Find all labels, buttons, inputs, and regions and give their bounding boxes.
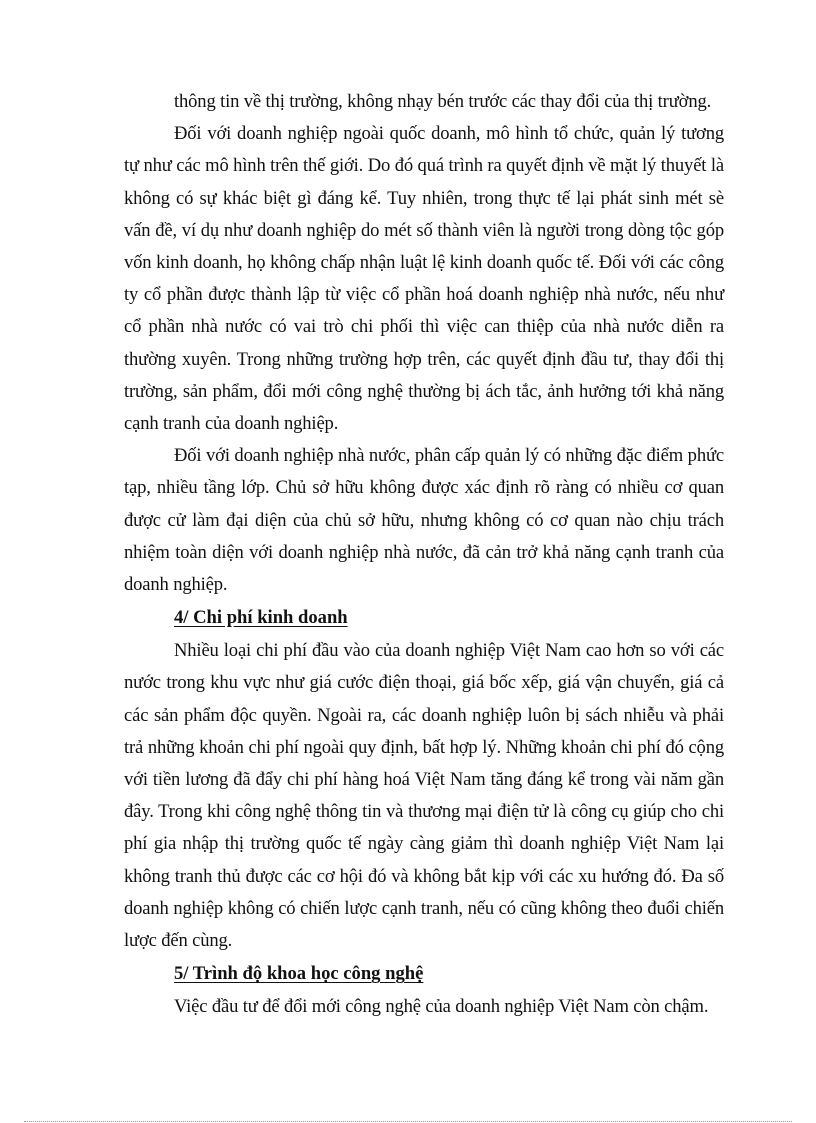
paragraph-business-costs: Nhiều loại chi phí đầu vào của doanh nghiệp Việt Nam cao hơn so với các nước trong khu vực như giá cước điện thoại, giá bốc xếp, giá vận chuyển, giá cả các sản phẩm độc quyền. Ngoài ra, các doanh nghiệp luôn bị sách nhiễu và phải trả những khoản chi phí ngoài quy định, bất hợp lý. Những khoản chi phí đó cộng với tiền lương đã đẩy chi phí hàng hoá Việt Nam tăng đáng kể trong vài năm gần đây. Trong khi công nghệ thông tin và thương mại điện tử là công cụ giúp cho chi phí gia nhập thị trường quốc tế ngày càng giảm thì doanh nghiệp Việt Nam lại không tranh thủ được các cơ hội đó và không bắt kịp với các xu hướng đó. Đa số doanh nghiệp không có chiến lược cạnh tranh, nếu có cũng không theo đuổi chiến lược đến cùng. [124,640,724,952]
paragraph-continuation: thông tin về thị trường, không nhạy bén trước các thay đổi của thị trường. [174,91,712,112]
paragraph-non-state-enterprises: Đối với doanh nghiệp ngoài quốc doanh, mô hình tổ chức, quản lý tương tự như các mô hình trên thế giới. Do đó quá trình ra quyết định về mặt lý thuyết là không có sự khác biệt gì đáng kể. Tuy nhiên, trong thực tế lại phát sinh mét sè vấn đề, ví dụ như doanh nghiệp do mét số thành viên là người trong dòng tộc góp vốn kinh doanh, họ không chấp nhận luật lệ kinh doanh quốc tế. Đối với các công ty cổ phần được thành lập từ việc cổ phần hoá doanh nghiệp nhà nước, nếu như cổ phần nhà nước có vai trò chi phối thì việc can thiệp của nhà nước diễn ra thường xuyên. Trong những trường hợp trên, các quyết định đầu tư, thay đổi thị trường, sản phẩm, đổi mới công nghệ thường bị ách tắc, ảnh hưởng tới khả năng cạnh tranh của doanh nghiệp. [124,123,724,435]
section-heading-5 [124,957,724,991]
paragraph-technology: Việc đầu tư để đổi mới công nghệ của doanh nghiệp Việt Nam còn chậm. [174,996,709,1018]
page-content [124,86,724,1023]
section-heading-4-text: 4/ Chi phí kinh doanh [174,607,348,629]
paragraph-state-enterprises: Đối với doanh nghiệp nhà nước, phân cấp quản lý có những đặc điểm phức tạp, nhiều tầng lớp. Chủ sở hữu không được xác định rõ ràng có nhiều cơ quan được cử làm đại diện của chủ sở hữu, nhưng không có cơ quan nào chịu trách nhiệm toàn diện với doanh nghiệp nhà nước, đã cản trở khả năng cạnh tranh của doanh nghiệp. [124,445,724,596]
section-heading-4 [124,601,724,635]
section-heading-5-text: 5/ Trình độ khoa học công nghệ [174,963,424,985]
page-bottom-divider [24,1121,792,1122]
